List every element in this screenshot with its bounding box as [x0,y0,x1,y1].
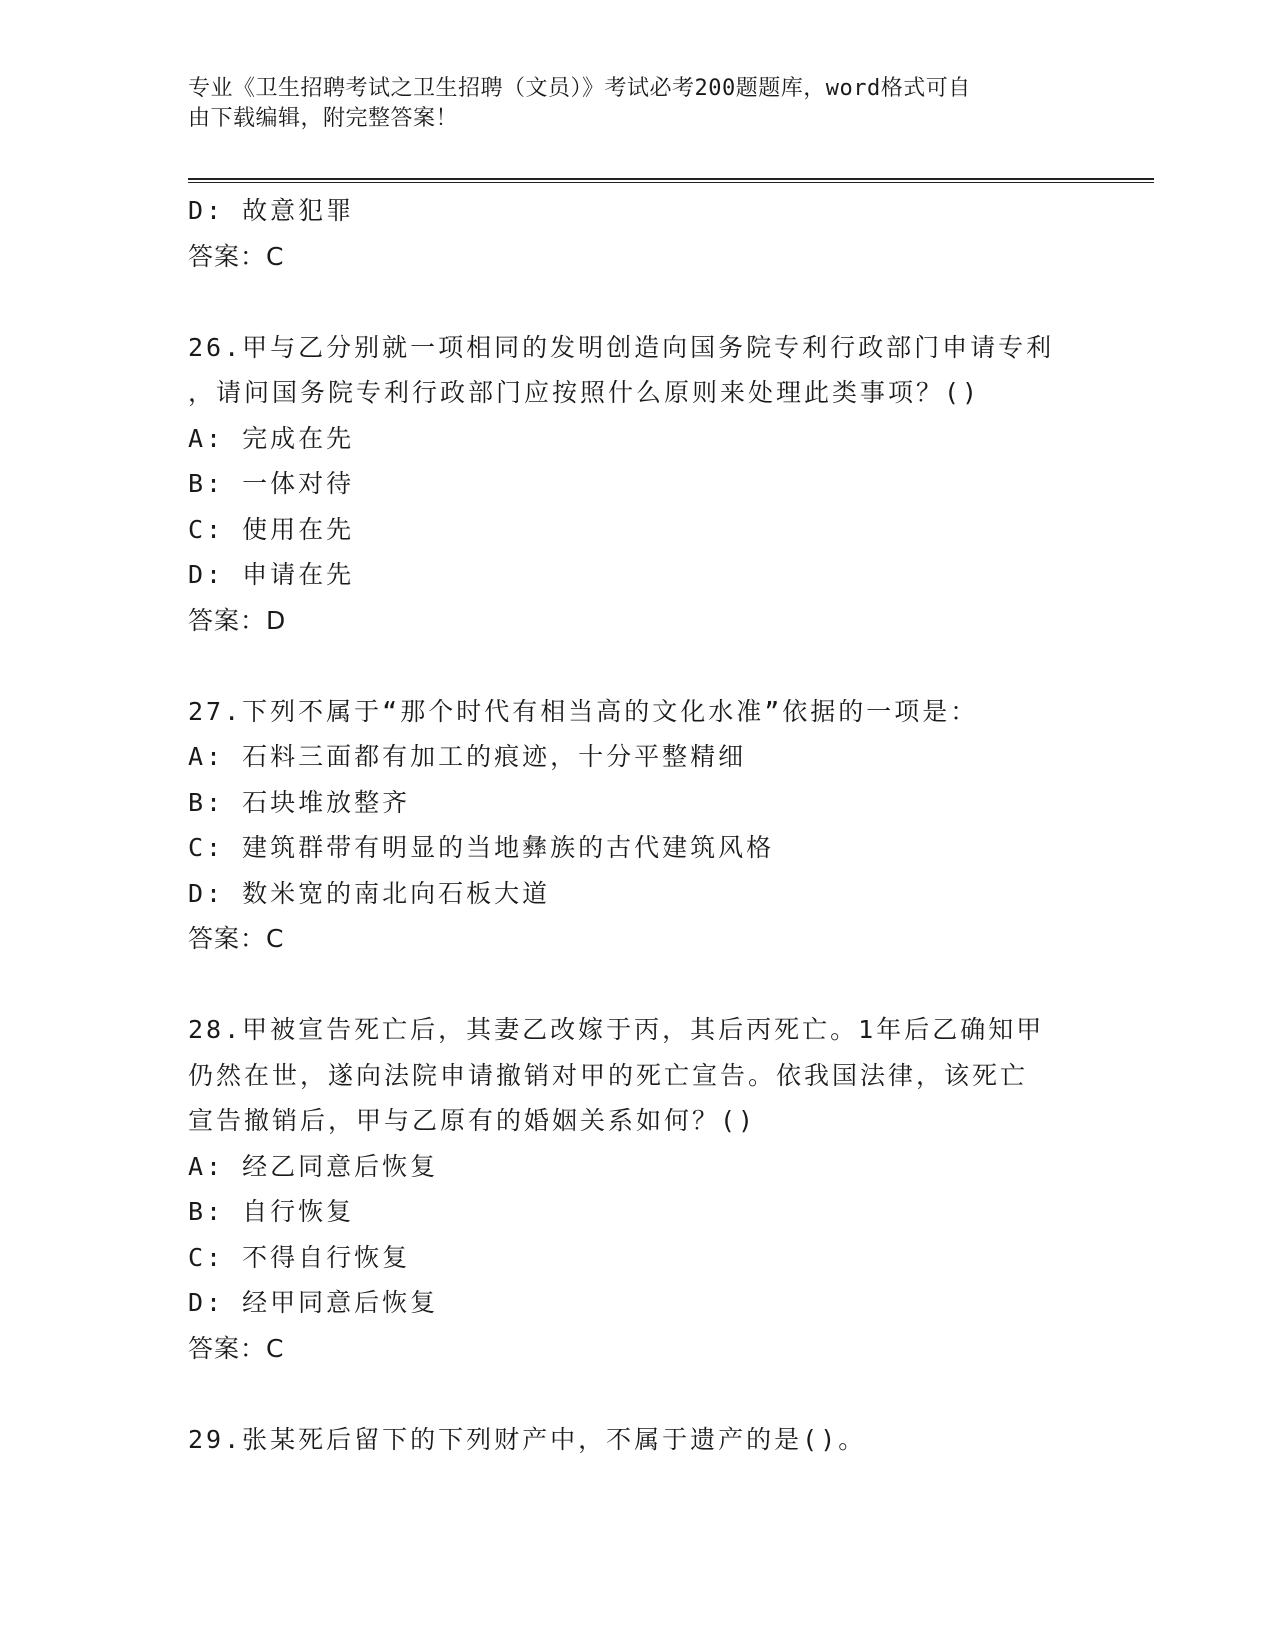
option-c: C: 使用在先 [188,514,355,544]
answer-line: 答案：C [188,1333,285,1363]
answer-line: 答案：C [188,241,285,271]
option-b: B: 一体对待 [188,469,355,498]
spacer [188,962,1078,1008]
question-list [188,188,1078,1462]
question-27 [188,689,1078,962]
question-stem-line: ，请问国务院专利行政部门应按照什么原则来处理此类事项？() [188,378,981,407]
header-line-2: 由下载编辑，附完整答案！ [188,106,459,131]
answer-line: 答案：C [188,924,285,953]
question-stem-line: 26.甲与乙分别就一项相同的发明创造向国务院专利行政部门申请专利 [188,332,1055,362]
question-stem-line: 27.下列不属于“那个时代有相当高的文化水准”依据的一项是： [188,696,979,726]
option-d: D: 数米宽的南北向石板大道 [188,878,551,908]
answer-line: 答案：D [188,605,287,635]
option-a: A: 经乙同意后恢复 [188,1151,439,1181]
header-divider [188,178,1154,183]
option-c: C: 不得自行恢复 [188,1242,411,1272]
question-28 [188,1007,1078,1371]
spacer [188,1371,1078,1417]
option-a: A: 石料三面都有加工的痕迹，十分平整精细 [188,742,747,771]
question-29 [188,1417,1078,1463]
option-d: D: 故意犯罪 [188,196,355,225]
question-stem-line: 宣告撤销后，甲与乙原有的婚姻关系如何？() [188,1106,757,1135]
option-c: C: 建筑群带有明显的当地彝族的古代建筑风格 [188,833,775,862]
option-d: D: 经甲同意后恢复 [188,1288,439,1317]
spacer [188,279,1078,325]
option-b: B: 石块堆放整齐 [188,787,411,817]
document-header [188,74,1068,134]
option-b: B: 自行恢复 [188,1197,355,1226]
spacer [188,643,1078,689]
option-d: D: 申请在先 [188,560,355,589]
previous-question-tail [188,188,1078,279]
question-26 [188,325,1078,644]
question-stem-line: 29.张某死后留下的下列财产中，不属于遗产的是()。 [188,1424,867,1454]
header-line-1: 专业《卫生招聘考试之卫生招聘（文员）》考试必考200题题库，word格式可自 [188,76,971,101]
question-stem-line: 仍然在世，遂向法院申请撤销对甲的死亡宣告。依我国法律，该死亡 [188,1060,1029,1090]
option-a: A: 完成在先 [188,423,355,453]
question-stem-line: 28.甲被宣告死亡后，其妻乙改嫁于丙，其后丙死亡。1年后乙确知甲 [188,1015,1045,1044]
